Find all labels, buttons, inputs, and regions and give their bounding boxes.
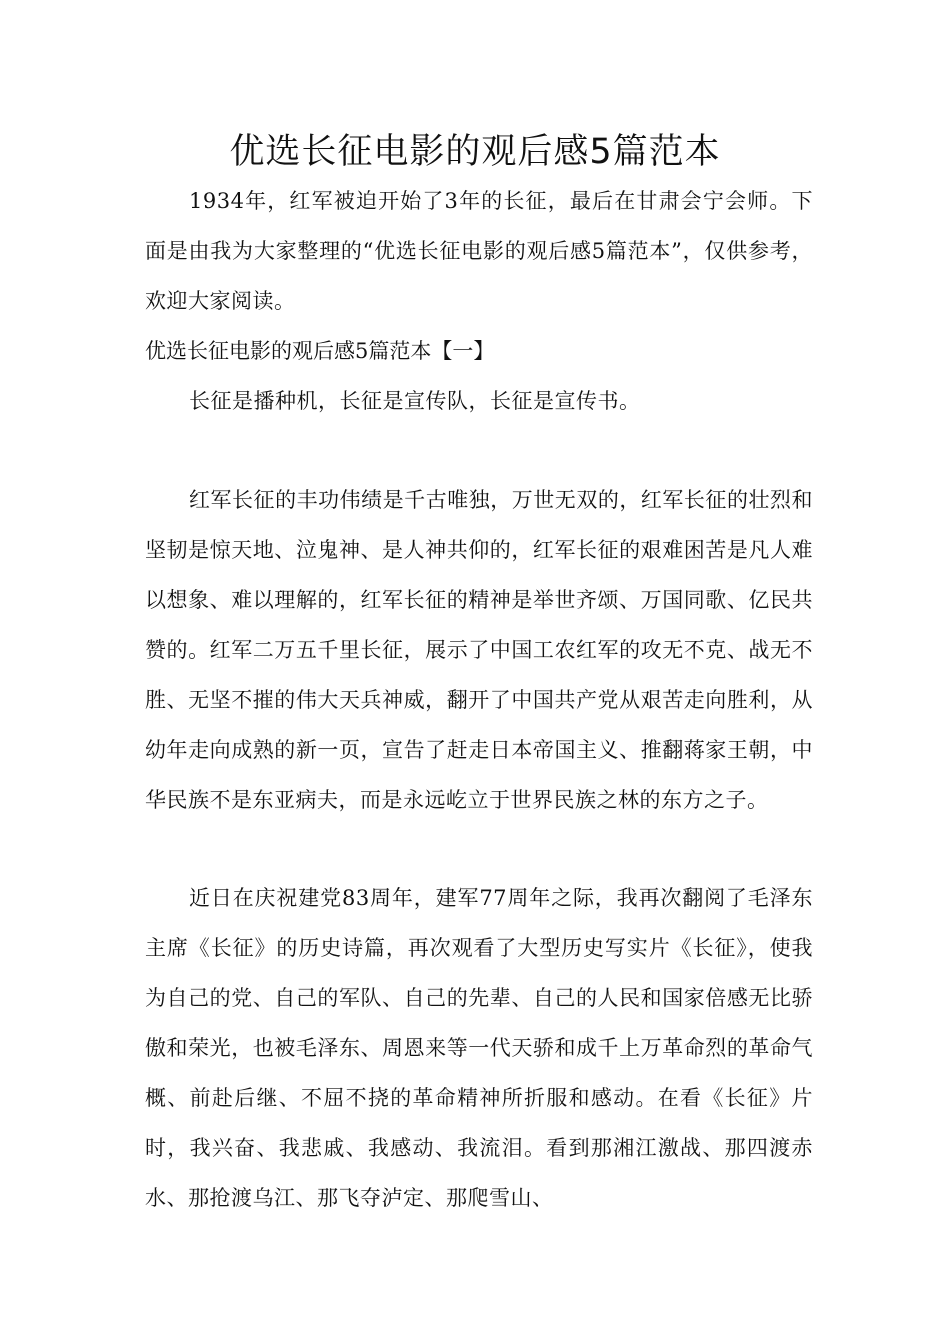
section-heading: 优选长征电影的观后感5篇范本【一】 [145,339,495,363]
intro-paragraph: 1934年，红军被迫开始了3年的长征，最后在甘肃会宁会师。下面是由我为大家整理的“优选长征电影的观后感5篇范本”，仅供参考，欢迎大家阅读。 [145,189,813,313]
document-title: 优选长征电影的观后感5篇范本 [229,132,721,172]
paragraph-1: 长征是播种机，长征是宣传队，长征是宣传书。 [189,389,641,413]
paragraph-2: 红军长征的丰功伟绩是千古唯独，万世无双的，红军长征的壮烈和坚韧是惊天地、泣鬼神、是人神共仰的，红军长征的艰难困苦是凡人难以想象、难以理解的，红军长征的精神是举世齐颂、万国同歌、亿民共赞的。红军二万五千里长征，展示了中国工农红军的攻无不克、战无不胜、无坚不摧的伟大天兵神威，翻开了中国共产党从艰苦走向胜利，从幼年走向成熟的新一页，宣告了赶走日本帝国主义、推翻蒋家王朝，中华民族不是东亚病夫，而是永远屹立于世界民族之林的东方之子。 [145,488,813,812]
paragraph-3: 近日在庆祝建党83周年，建军77周年之际，我再次翻阅了毛泽东主席《长征》的历史诗篇，再次观看了大型历史写实片《长征》，使我为自己的党、自己的军队、自己的先辈、自己的人民和国家倍感无比骄傲和荣光，也被毛泽东、周恩来等一代天骄和成千上万革命烈的革命气概、前赴后继、不屈不挠的革命精神所折服和感动。在看《长征》片时，我兴奋、我悲戚、我感动、我流泪。看到那湘江激战、那四渡赤水、那抢渡乌江、那飞夺泸定、那爬雪山、 [145,886,813,1210]
